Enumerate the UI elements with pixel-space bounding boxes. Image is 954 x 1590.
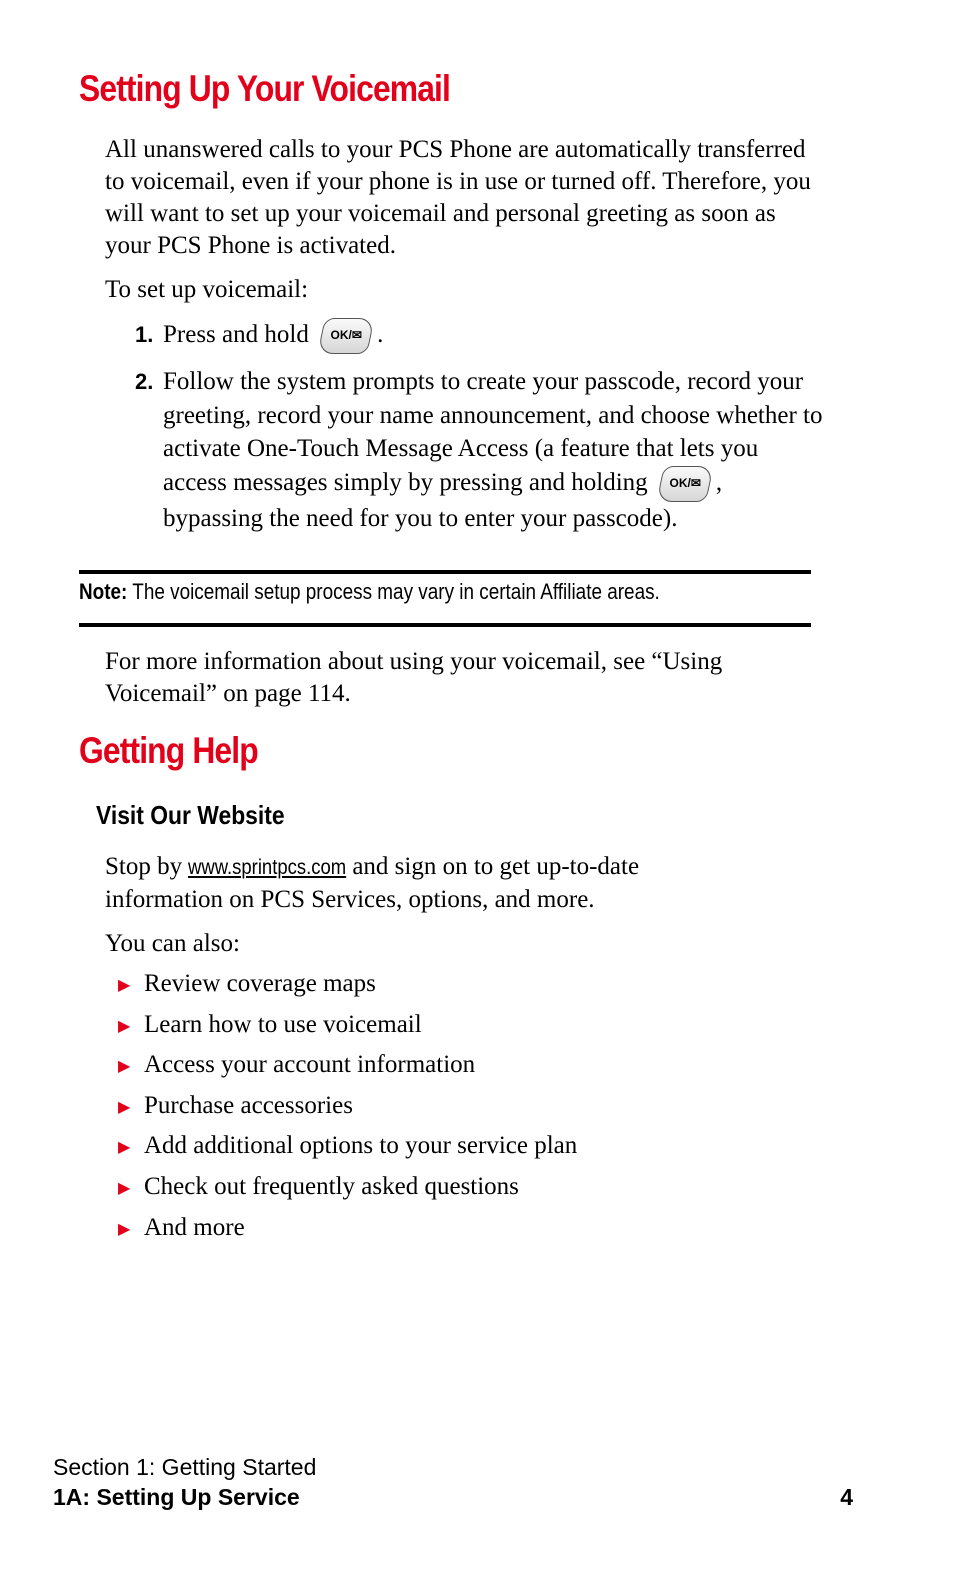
triangle-bullet-icon: ▶ (118, 1179, 131, 1197)
footer-chapter (53, 1484, 853, 1511)
footer-section-title: Section 1: Getting Started (53, 1454, 317, 1480)
list-item-text: Review coverage maps (144, 970, 376, 997)
list-item-text: And more (144, 1213, 245, 1241)
sprintpcs-link[interactable]: www.sprintpcs.com (188, 856, 347, 879)
page-number: 4 (840, 1484, 853, 1510)
list-item (118, 1049, 577, 1090)
website-paragraph-rest: and sign on to get up-to-date information on PCS Services, options, and more. (105, 853, 640, 913)
list-item (118, 1130, 577, 1171)
list-item (118, 1009, 577, 1050)
website-subheading: Visit Our Website (96, 800, 285, 830)
footer-chapter-title: 1A: Setting Up Service (53, 1484, 300, 1510)
ok-message-key-icon (656, 466, 714, 502)
step-number: 2. (135, 369, 154, 394)
triangle-bullet-icon: ▶ (118, 1220, 131, 1238)
list-item-text: Purchase accessories (144, 1091, 353, 1119)
ok-message-key-icon (317, 318, 375, 354)
list-item-text: Access your account information (144, 1051, 476, 1079)
step-text-before-key: Follow the system prompts to create your passcode, record your greeting, record your name announcement, and choose whether to activate One-Touch Message Access (a feature that lets you access messages simply by pressing and holding (163, 368, 823, 496)
list-item (118, 1090, 577, 1131)
website-paragraph (105, 851, 745, 916)
step-text (163, 318, 823, 354)
step-text-after-key: , bypassing the need for you to enter your passcode). (163, 468, 723, 532)
triangle-bullet-icon: ▶ (118, 1098, 131, 1116)
ok-key-label: OK/✉ (669, 475, 701, 490)
help-bullet-list (118, 968, 577, 1252)
list-item-text: Learn how to use voicemail (144, 1010, 422, 1038)
voicemail-intro: All unanswered calls to your PCS Phone are automatically transferred to voicemail, even if your phone is in use or turned off. Therefore, you will want to set up your voicemail and personal greeting as soon as your PCS Phone is activated. (105, 136, 811, 259)
step-text (163, 365, 823, 535)
note-top-rule (79, 570, 811, 574)
stop-by-text: Stop by (105, 853, 183, 880)
note-callout (79, 577, 660, 607)
voicemail-lead: To set up voicemail: (105, 276, 309, 303)
can-also-text: You can also: (105, 930, 240, 957)
triangle-bullet-icon: ▶ (118, 977, 131, 994)
ok-key-label: OK/✉ (330, 328, 362, 343)
list-item (118, 968, 577, 1009)
list-item (118, 1171, 577, 1212)
step-number: 1. (135, 322, 154, 347)
help-heading: Getting Help (79, 730, 258, 771)
step-text-before-key: Press and hold (163, 321, 309, 348)
triangle-bullet-icon: ▶ (118, 1017, 131, 1035)
note-bottom-rule (79, 623, 811, 627)
voicemail-heading: Setting Up Your Voicemail (79, 68, 451, 109)
list-item-text: Add additional options to your service plan (144, 1132, 578, 1160)
step-text-after-key: . (377, 321, 384, 348)
list-item (118, 1212, 577, 1253)
list-item-text: Check out frequently asked questions (144, 1172, 519, 1200)
triangle-bullet-icon: ▶ (118, 1139, 131, 1157)
note-label: Note: (79, 579, 128, 604)
triangle-bullet-icon: ▶ (118, 1058, 131, 1076)
note-text: The voicemail setup process may vary in certain Affiliate areas. (132, 579, 660, 604)
voicemail-more-info: For more information about using your voicemail, see “Using Voicemail” on page 114. (105, 648, 723, 707)
